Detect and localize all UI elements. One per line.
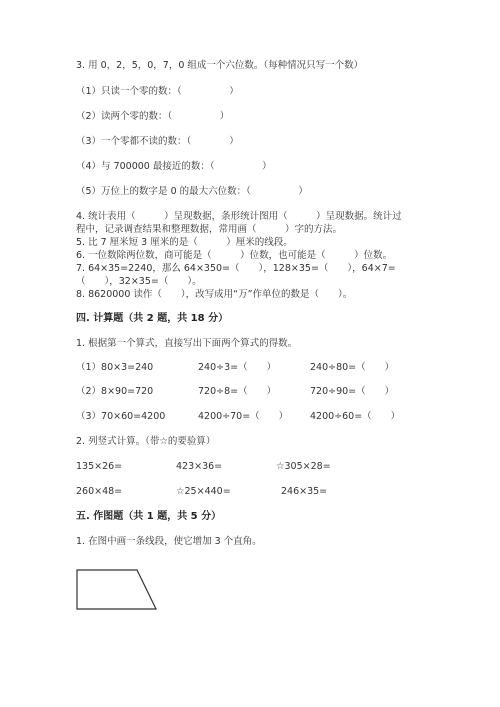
vertical-calc-1-3: ☆305×28= bbox=[276, 461, 331, 472]
q7-line-1: 7. 64×35=2240，那么 64×350=（ ），128×35=（ ），64×7= bbox=[76, 263, 396, 274]
vertical-calc-2-2: ☆25×440= bbox=[176, 486, 231, 497]
calc-row-1-col-2: 240÷3=（ ） bbox=[198, 362, 277, 373]
calc-row-2-col-3: 720÷90=（ ） bbox=[310, 386, 395, 397]
vertical-calc-2-1: 260×48= bbox=[76, 486, 123, 497]
calc-row-3-col-1: （3）70×60=4200 bbox=[76, 411, 166, 422]
section5-heading: 五. 作图题（共 1 题，共 5 分） bbox=[76, 511, 222, 522]
vertical-calc-1-2: 423×36= bbox=[176, 461, 223, 472]
q4-line-2: 程中，记录调查结果和整理数据，常用画（ ）字的方法。 bbox=[76, 224, 343, 235]
calc-row-3-col-3: 4200÷60=（ ） bbox=[310, 411, 401, 422]
trapezoid-shape bbox=[77, 570, 156, 609]
q3-item-3: （3）一个零都不读的数：（ ） bbox=[76, 136, 239, 147]
vertical-calc-1-1: 135×26= bbox=[76, 461, 123, 472]
q8: 8. 8620000 读作（ ），改写成用“万”作单位的数是（ ）。 bbox=[76, 289, 353, 300]
q3-title: 3. 用 0，2，5，0，7，0 组成一个六位数。（每种情况只写一个数） bbox=[76, 60, 364, 71]
vertical-calc-2-3: 246×35= bbox=[281, 486, 328, 497]
section5-q1-title: 1. 在图中画一条线段，使它增加 3 个直角。 bbox=[76, 536, 262, 547]
calc-row-1-col-3: 240÷80=（ ） bbox=[310, 362, 395, 373]
q3-item-5: （5）万位上的数字是 0 的最大六位数：（ ） bbox=[76, 186, 308, 197]
q4-line-1: 4. 统计表用（ ）呈现数据，条形统计图用（ ）呈现数据。统计过 bbox=[76, 211, 402, 222]
q3-item-1: （1）只读一个零的数：（ ） bbox=[76, 86, 239, 97]
q5: 5. 比 7 厘米短 3 厘米的是（ ）厘米的线段。 bbox=[76, 237, 293, 248]
q3-item-4: （4）与 700000 最接近的数：（ ） bbox=[76, 161, 272, 172]
q3-item-2: （2）读两个零的数：（ ） bbox=[76, 111, 230, 122]
q6: 6. 一位数除两位数，商可能是（ ）位数，也可能是（ ）位数。 bbox=[76, 250, 393, 261]
calc-row-1-col-1: （1）80×3=240 bbox=[76, 362, 154, 373]
calc-row-2-col-1: （2）8×90=720 bbox=[76, 386, 154, 397]
section4-q2-title: 2. 列竖式计算。（带☆的要验算） bbox=[76, 436, 216, 447]
section4-heading: 四. 计算题（共 2 题，共 18 分） bbox=[76, 313, 229, 324]
calc-row-3-col-2: 4200÷70=（ ） bbox=[198, 411, 289, 422]
section4-q1-title: 1. 根据第一个算式，直接写出下面两个算式的得数。 bbox=[76, 338, 298, 349]
calc-row-2-col-2: 720÷8=（ ） bbox=[198, 386, 277, 397]
q7-line-2: （ ），32×35=（ ）。 bbox=[76, 276, 202, 287]
